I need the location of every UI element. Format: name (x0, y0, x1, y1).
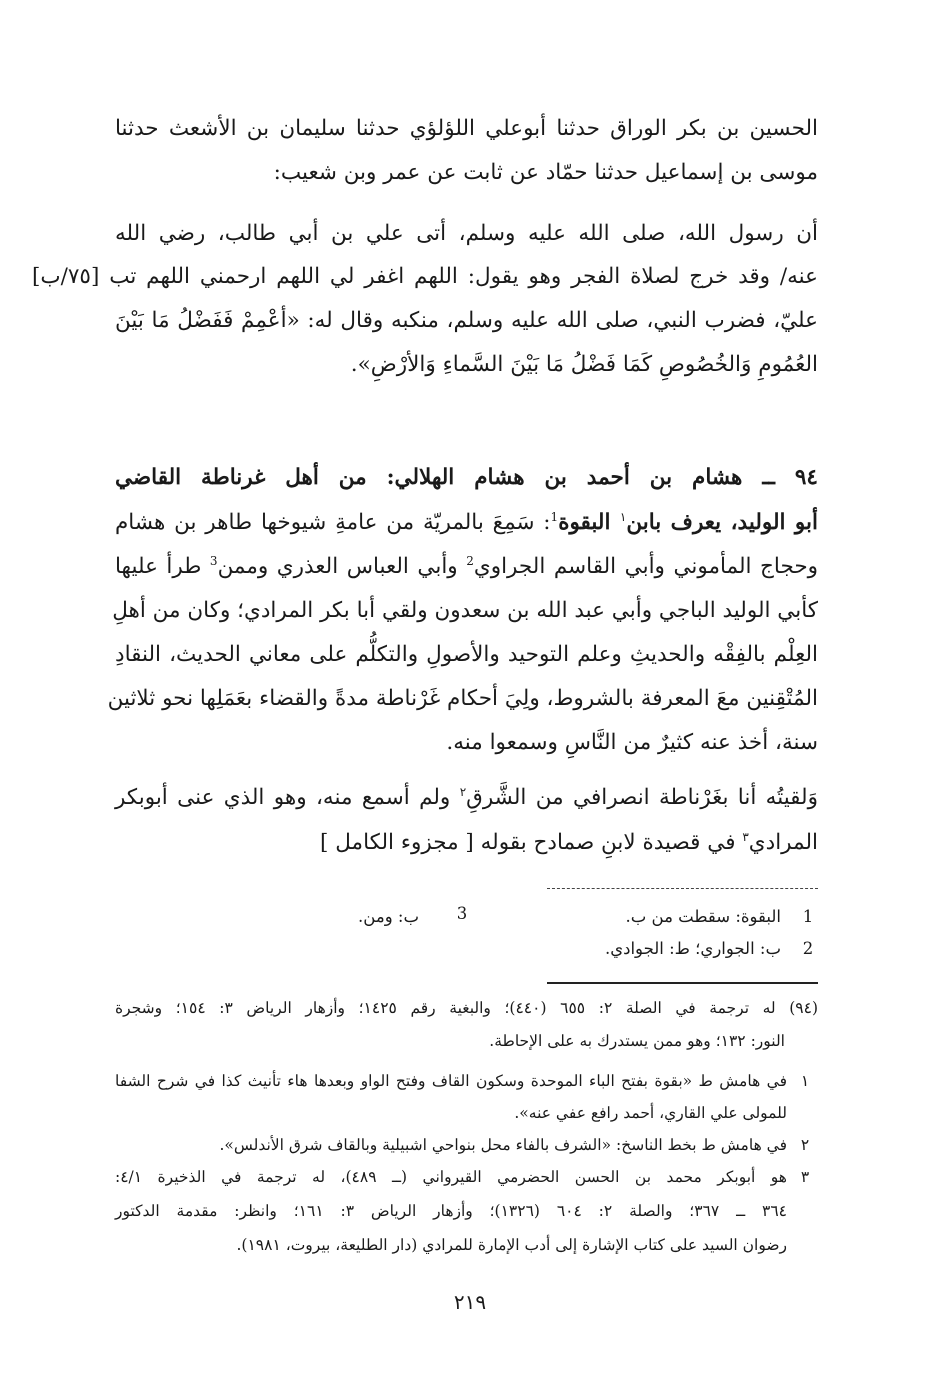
entry-text: وأبي العباس العذري وممن (217, 554, 467, 579)
note-line: (٩٤) له ترجمة في الصلة ٢: ٦٥٥ (٤٤٠)؛ والبغية رقم ١٤٢٥؛ وأزهار الرياض ٣: ١٥٤؛ وشجرة (115, 999, 818, 1017)
body-line: العُمُومِ وَالخُصُوصِ كَمَا فَضْلُ مَا بَيْنَ السَّماءِ وَالأرْضِ». (350, 352, 818, 377)
footnote-marker: 2 (466, 553, 474, 568)
footnote-number: 2 (802, 939, 814, 958)
entry-line: المُتْقِنين معَ المعرفة بالشروط، ولِيَ أحكام غَرْناطة مدةً والقضاء بعَمَلِها نحو ثلاثين (107, 686, 818, 711)
note-number: ١ (800, 1072, 810, 1090)
note-line: ٣٦٤ ــ ٣٦٧؛ والصلة ٢: ٦٠٤ (١٣٢٦)؛ وأزهار الرياض ٣: ١٦١؛ وانظر: مقدمة الدكتور (115, 1202, 787, 1220)
footnote-marker: 1 (550, 509, 559, 524)
entry-line: كأبي الوليد الباجي وأبي عبد الله بن سعدون ولقي أبا بكر المرادي؛ وكان من أهلِ (112, 598, 818, 623)
body-line: موسى بن إسماعيل حدثنا حمّاد عن ثابت عن عمر وبن شعيب: (273, 160, 818, 185)
entry-kunya: أبو الوليد، يعرف بابن (626, 510, 818, 535)
body-text: وَلقيتُه أنا بغَرْناطة انصرافي من الشَّرقِ (466, 785, 818, 810)
note-marker: ١ (619, 509, 627, 524)
footnote-text: ب: الجواري؛ ط: الجوادي. (604, 939, 781, 958)
page-number: ٢١٩ (453, 1290, 487, 1314)
entry-line (115, 552, 818, 582)
entry-line: العِلْم بالفِقْه والحديثِ وعلم التوحيد والأصولِ والتكلُّم على معاني الحديث، النقادِ (115, 642, 818, 667)
note-line: رضوان السيد على كتاب الإشارة إلى أدب الإمارة للمرادي (دار الطليعة، بيروت، ١٩٨١). (236, 1236, 787, 1254)
entry-line: سنة، أخذ عنه كثيرٌ من النَّاسِ وسمعوا منه. (446, 730, 818, 755)
body-text: ولم أسمع منه، وهو الذي عنى أبوبكر (115, 785, 460, 810)
body-line: الحسين بن بكر الوراق حدثنا أبوعلي اللؤلؤي حدثنا سليمان بن الأشعث حدثنا (115, 116, 818, 141)
entry-laqab: البقوة (558, 510, 620, 535)
entry-title: هشام بن أحمد بن هشام الهلالي: من أهل غرناطة القاضي (115, 465, 743, 490)
note-line: في هامش ط «بقوة بفتح الباء الموحدة وسكون القاف وفتح الواو وبعدها هاء تأنيث كذا في شرح الشفا (115, 1072, 787, 1090)
entry-number: ٩٤ ــ (762, 465, 818, 490)
footnote-number: 3 (456, 904, 468, 923)
footnote-divider (547, 888, 818, 889)
note-marker: ٢ (459, 784, 467, 799)
footnote-number: 1 (802, 907, 814, 926)
body-line: عليّ، فضرب النبي، صلى الله عليه وسلم، منكبه وقال له: «أعْمِمْ فَفَضْلُ مَا بَيْنَ (115, 308, 818, 333)
body-text: المرادي (748, 830, 818, 855)
note-marker: ٣ (742, 829, 749, 844)
body-text: في قصيدة لابنِ صمادح بقوله [ مجزوء الكامل ] (320, 830, 743, 855)
body-line (115, 783, 818, 813)
note-number: ٣ (800, 1168, 810, 1186)
entry-text: وحجاج المأموني وأبي القاسم الجراوي (473, 554, 819, 579)
note-line: هو أبوبكر محمد بن الحسن الحضرمي القيرواني (ــ ٤٨٩)، له ترجمة في الذخيرة ٤/١: (115, 1168, 787, 1186)
note-line: النور: ١٣٢؛ وهو ممن يستدرك به على الإحاطة. (489, 1032, 785, 1050)
entry-heading (115, 463, 818, 493)
body-line-with-folio-marker: عنه/ وقد خرج لصلاة الفجر وهو يقول: اللهم اغفر لي اللهم ارحمني اللهم تب [٧٥/ب] (32, 264, 818, 289)
entry-text: : سَمِعَ بالمريّة من عامةِ شيوخها طاهر بن هشام (115, 510, 551, 535)
note-line: في هامش ط بخط الناسخ: «الشرف بالفاء محل بنواحي اشبيلية وبالقاف شرق الأندلس». (219, 1136, 787, 1154)
entry-text: طرأ عليها (115, 554, 210, 579)
footnote-text: ب: ومن. (358, 907, 419, 926)
footnote-marker: 3 (209, 553, 218, 568)
footnote-text: البقوة: سقطت من ب. (625, 907, 781, 926)
notes-divider (547, 982, 818, 984)
body-line: أن رسول الله، صلى الله عليه وسلم، أتى علي بن أبي طالب، رضي الله (115, 221, 818, 246)
note-line: للمولى علي القاري، أحمد رافع عفي عنه». (514, 1104, 787, 1122)
entry-line (115, 508, 818, 538)
body-line (115, 828, 818, 858)
note-number: ٢ (800, 1136, 810, 1154)
